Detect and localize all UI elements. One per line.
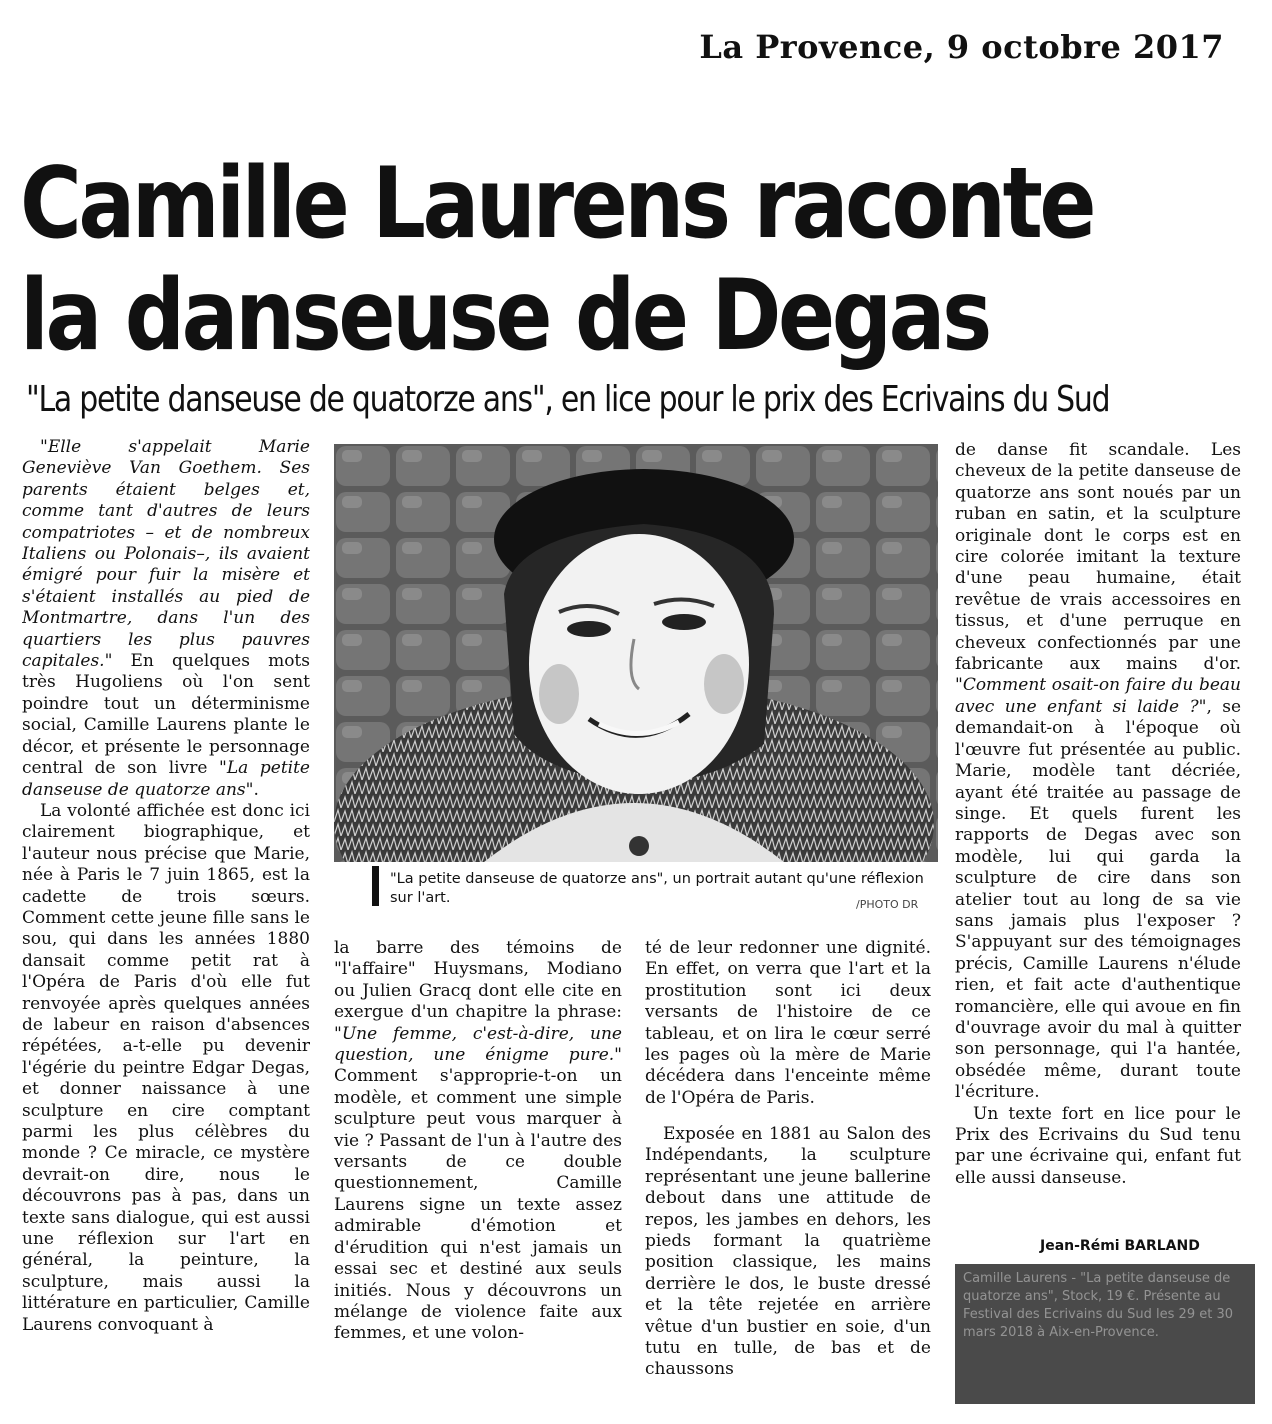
paragraph-text: la barre des témoins de "l'affaire" Huysmans, Modiano ou Julien Gracq dont elle cite en exergue d'un chapitre la phrase: [334,938,622,1023]
caption-marker-bar [372,866,379,906]
article-paragraph-2: La volonté affichée est donc ici clairement biographique, et l'auteur nous précise que Marie, née à Paris le 7 juin 1865, est la cadette de trois sœurs. Comment cette jeune fille sans le sou, qui dans les années 1880 dansait comme petit rat à l'Opéra de Paris d'où elle fut renvoyée après quelques années de labeur en raison d'absences répétées, a-t-elle pu devenir l'égérie du peintre Edgar Degas, et donner naissance à une sculpture en cire comptant parmi les plus célèbres du monde ? Ce miracle, ce mystère devrait-on dire, nous le découvrons pas à pas, dans un texte sans dialogue, qui est aussi une réflexion sur l'art en général, la peinture, la sculpture, mais aussi la littérature en particulier, Camille Laurens convoquant à [22,800,310,1335]
paragraph-end: . [253,779,259,800]
article-paragraph-7: Un texte fort en lice pour le Prix des Ecrivains du Sud tenu par une écrivaine qui, enfant fut elle aussi danseuse. [955,1103,1241,1188]
headline-line-2: la danseuse de Degas [20,259,989,373]
book-title: "La petite danseuse de quatorze ans" [22,758,310,800]
paragraph-text: , se demandait-on à l'époque où l'œuvre fut présentée au public. Marie, modèle tant décriée, ayant été traitée au passage de singe. Et quels furent les rapports de Degas avec son modèle, lui qui garda la sculpture de cire dans son atelier tout au long de sa vie sans jamais plus l'exposer ? S'appuyant sur des témoignages précis, Camille Laurens n'élude rien, et fait acte d'authentique romancière, elle qui avoue en fin d'ouvrage avoir du mal à quitter son personnage, qui l'a hantée, obsédée même, durant toute l'écriture. [955,696,1241,1103]
paragraph-text: En quelques mots très Hugoliens où l'on sent poindre tout un déterminisme social, Camille Laurens plante le décor, et présente le personnage central de son livre [22,651,310,779]
author-portrait-photo [334,444,938,862]
headline [20,147,1094,373]
article-column-2 [334,938,622,1402]
newspaper-source-date: La Provence, 9 octobre 2017 [699,28,1224,66]
photo-caption: "La petite danseuse de quatorze ans", un portrait autant qu'une réflexion sur l'art. [390,871,924,906]
opening-quote: "Elle s'appelait Marie Geneviève Van Goethem. Ses parents étaient belges et, comme tant d'autres de leurs compatriotes – et de nombreux Italiens ou Polonais–, ils avaient émigré pour fuir la misère et s'étaient installés au pied de Montmartre, dans l'un des quartiers les plus pauvres capitales." [22,437,310,672]
author-signature: Jean-Rémi BARLAND [1040,1238,1200,1254]
article-column-4 [955,440,1241,1256]
book-info-text: Camille Laurens - "La petite danseuse de quatorze ans", Stock, 19 €. Présente au Festival des Ecrivains du Sud les 29 et 30 mars 2018 à Aix-en-Provence. [963,1271,1233,1340]
subheadline: "La petite danseuse de quatorze ans", en lice pour le prix des Ecrivains du Sud [26,379,1110,420]
photo-credit: /PHOTO DR [856,898,919,911]
article-paragraph-6 [955,440,1241,1104]
book-info-box [955,1264,1255,1404]
article-column-3-bottom [645,1124,931,1402]
article-paragraph-4: té de leur redonner une dignité. En effet, on verra que l'art et la prostitution sont ici deux versants de l'histoire de ce tableau, et on lira le cœur serré les pages où la mère de Marie décédera dans l'enceinte même de l'Opéra de Paris. [645,938,931,1108]
headline-line-1: Camille Laurens raconte [20,147,1094,261]
article-paragraph-3 [334,938,622,1345]
portrait-illustration [334,444,938,862]
paragraph-text: Comment s'approprie-t-on un modèle, et comment une simple sculpture peut vous marquer à vie ? Passant de l'un à l'autre des versants de ce double questionnement, Camille Laurens signe un texte assez admirable d'émotion et d'érudition qui n'est jamais un essai sec et destiné aux seuls initiés. Nous y découvrons un mélange de violence faite aux femmes, et une volon- [334,1066,622,1344]
gracq-quote: "Une femme, c'est-à-dire, une question, une énigme pure." [334,1023,622,1066]
paragraph-text: de danse fit scandale. Les cheveux de la petite danseuse de quatorze ans sont noués par un ruban en satin, et la sculpture originale dont le corps est en cire colorée imitant la texture d'une peau humaine, était revêtue de vrais accessoires en tissus, et d'une perruque en cheveux confectionnés par une fabricante aux mains d'or. [955,440,1241,675]
article-column-1 [22,437,310,1402]
article-paragraph-1 [22,437,310,801]
article-paragraph-5: Exposée en 1881 au Salon des Indépendants, la sculpture représentant une jeune ballerine debout dans une attitude de repos, les jambes en dehors, les pieds formant la quatrième position classique, les mains derrière le dos, le buste dressé et la tête rejetée en arrière vêtue d'un bustier en soie, d'un tutu en tulle, de bas et de chaussons [645,1124,931,1380]
period-quote: "Comment osait-on faire du beau avec une enfant si laide ?" [955,675,1241,717]
